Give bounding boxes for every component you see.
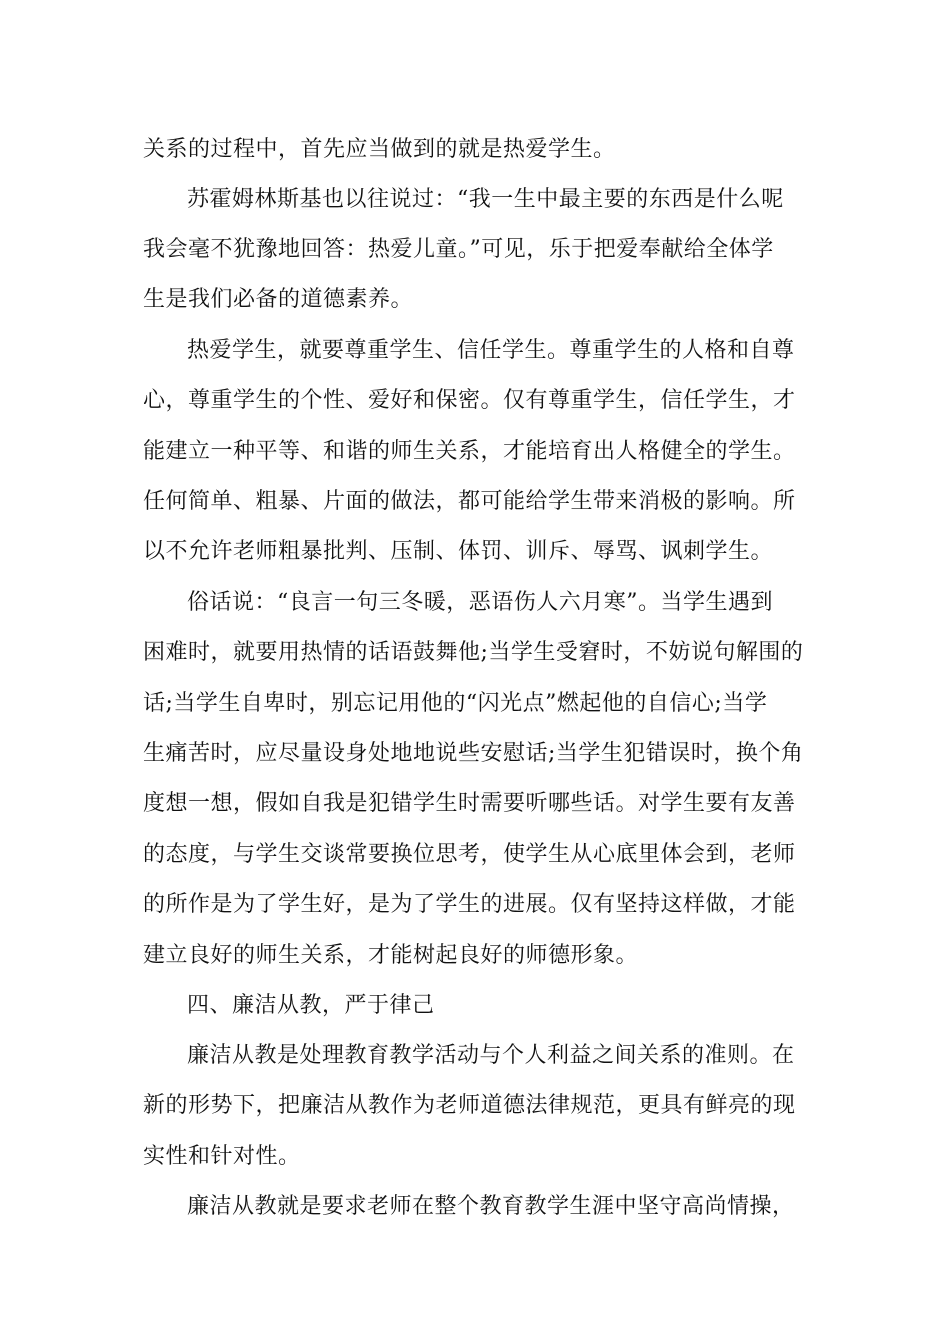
text-line-content: 任何简单、粗暴、片面的做法，都可能给学生带来消极的影响。所 (143, 489, 796, 514)
text-line-content: 建立良好的师生关系，才能树起良好的师德形象。 (143, 943, 639, 968)
text-line-content: 的所作是为了学生好，是为了学生的进展。仅有坚持这样做，才能 (143, 892, 796, 917)
text-line-content: 困难时，就要用热情的话语鼓舞他;当学生受窘时，不妨说句解围的 (143, 640, 804, 665)
text-line-content: 俗话说：“良言一句三冬暖，恶语伤人六月寒”。当学生遇到 (187, 590, 773, 615)
text-line (0, 176, 950, 224)
section-heading (0, 982, 950, 1030)
text-line-content: 实性和针对性。 (143, 1144, 301, 1169)
text-line-content: 新的形势下，把廉洁从教作为老师道德法律规范，更具有鲜亮的现 (143, 1093, 796, 1118)
text-line (0, 629, 950, 677)
section-heading-text: 四、廉洁从教，严于律己 (187, 993, 435, 1018)
text-line (0, 327, 950, 375)
text-line-content: 话;当学生自卑时，别忘记用他的“闪光点”燃起他的自信心;当学 (143, 691, 768, 716)
text-line-content: 以不允许老师粗暴批判、压制、体罚、训斥、辱骂、讽刺学生。 (143, 539, 774, 564)
text-line (0, 126, 950, 174)
text-line (0, 1082, 950, 1130)
text-line (0, 478, 950, 526)
text-line-content: 能建立一种平等、和谐的师生关系，才能培育出人格健全的学生。 (143, 439, 796, 464)
text-line-content: 度想一想，假如自我是犯错学生时需要听哪些话。对学生要有友善 (143, 791, 796, 816)
text-line (0, 881, 950, 929)
text-line (0, 226, 950, 274)
text-line-content: 心，尊重学生的个性、爱好和保密。仅有尊重学生，信任学生，才 (143, 388, 796, 413)
text-line (0, 831, 950, 879)
text-line (0, 428, 950, 476)
text-line-content: 的态度，与学生交谈常要换位思考，使学生从心底里体会到，老师 (143, 842, 796, 867)
text-line (0, 579, 950, 627)
text-line-content: 关系的过程中，首先应当做到的就是热爱学生。 (143, 137, 616, 162)
text-line-content: 廉洁从教就是要求老师在整个教育教学生涯中坚守高尚情操， (187, 1194, 795, 1219)
text-line-content: 苏霍姆林斯基也以往说过：“我一生中最主要的东西是什么呢 (187, 187, 784, 212)
text-line (0, 932, 950, 980)
text-line-content: 我会毫不犹豫地回答：热爱儿童。”可见，乐于把爱奉献给全体学 (143, 237, 774, 262)
text-line-content: 热爱学生，就要尊重学生、信任学生。尊重学生的人格和自尊 (187, 338, 795, 363)
text-line (0, 1183, 950, 1231)
text-line (0, 377, 950, 425)
text-line (0, 730, 950, 778)
text-line (0, 1133, 950, 1181)
text-line (0, 680, 950, 728)
text-line (0, 780, 950, 828)
text-line-content: 廉洁从教是处理教育教学活动与个人利益之间关系的准则。在 (187, 1043, 795, 1068)
text-line-content: 生痛苦时，应尽量设身处地地说些安慰话;当学生犯错误时，换个角 (143, 741, 804, 766)
text-line-content: 生是我们必备的道德素养。 (143, 287, 414, 312)
text-line (0, 276, 950, 324)
text-line (0, 528, 950, 576)
text-line (0, 1032, 950, 1080)
